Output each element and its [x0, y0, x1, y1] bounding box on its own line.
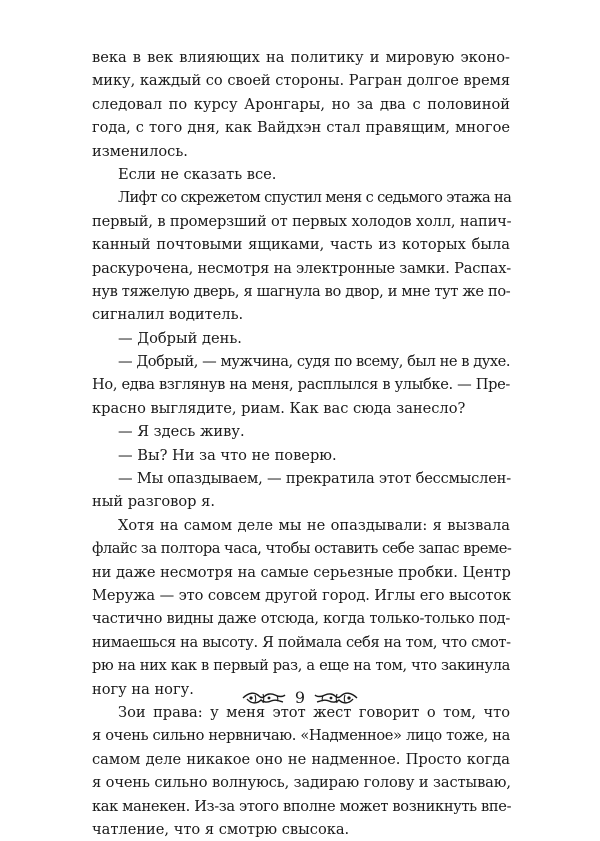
- text-line: Хотя на самом деле мы не опаздывали: я вызвала: [118, 516, 510, 534]
- page-number: 9: [294, 688, 306, 707]
- text-line: мику, каждый со своей стороны. Рагран долгое время: [92, 72, 510, 90]
- text-line: как манекен. Из-за этого вполне может возникнуть впе-: [92, 797, 512, 815]
- text-line: канный почтовыми ящиками, часть из которых была: [92, 236, 510, 254]
- text-line: красно выглядите, риам. Как вас сюда занесло?: [92, 399, 466, 417]
- fleuron-right-icon: [313, 690, 359, 706]
- text-line: я очень сильно нервничаю. «Надменное» лицо тоже, на: [92, 727, 510, 745]
- text-line: флайс за полтора часа, чтобы оставить себе запас време-: [92, 540, 512, 558]
- text-line: — Добрый день.: [118, 329, 242, 347]
- text-line: чатление, что я смотрю свысока.: [92, 820, 350, 838]
- text-line: рю на них как в первый раз, а еще на том, что закинула: [92, 657, 510, 675]
- text-line: самом деле никакое оно не надменное. Просто когда: [92, 750, 510, 768]
- text-line: я очень сильно волнуюсь, задираю голову и застываю,: [92, 774, 511, 792]
- text-line: изменилось.: [92, 142, 188, 160]
- body-text: [92, 46, 510, 841]
- text-line: века в век влияющих на политику и мировую эконо-: [92, 49, 510, 66]
- text-line: Меружа — это совсем другой город. Иглы его высоток: [92, 586, 512, 604]
- text-line: Если не сказать все.: [118, 165, 277, 183]
- text-line: ный разговор я.: [92, 493, 215, 511]
- text-line: раскурочена, несмотря на электронные замки. Распах-: [92, 259, 512, 277]
- text-line: года, с того дня, как Вайдхэн стал правящим, многое: [92, 119, 510, 137]
- text-line: первый, в промерзший от первых холодов холл, напич-: [92, 212, 512, 230]
- text-line: частично видны даже отсюда, когда только-только под-: [92, 610, 510, 628]
- page-folio: [0, 683, 600, 713]
- text-line: нув тяжелую дверь, я шагнула во двор, и мне тут же по-: [92, 282, 511, 300]
- text-line: Зои права: у меня этот жест говорит о том, что: [118, 703, 510, 721]
- text-line: нимаешься на высоту. Я поймала себя на том, что смот-: [92, 633, 511, 651]
- text-line: — Мы опаздываем, — прекратила этот бессмыслен-: [118, 470, 511, 488]
- text-line: — Добрый, — мужчина, судя по всему, был не в духе.: [118, 353, 511, 371]
- text-line: Лифт со скрежетом спустил меня с седьмого этажа на: [118, 189, 512, 207]
- text-line: Но, едва взглянув на меня, расплылся в улыбке. — Пре-: [92, 376, 510, 394]
- text-line: ногу на ногу.: [92, 680, 194, 698]
- text-line: — Вы? Ни за что не поверю.: [118, 446, 337, 464]
- text-line: сигналил водитель.: [92, 306, 244, 324]
- text-line: ни даже несмотря на самые серьезные пробки. Центр: [92, 563, 511, 581]
- fleuron-left-icon: [241, 690, 287, 706]
- text-line: — Я здесь живу.: [118, 423, 245, 441]
- text-line: следовал по курсу Аронгары, но за два с половиной: [92, 95, 510, 113]
